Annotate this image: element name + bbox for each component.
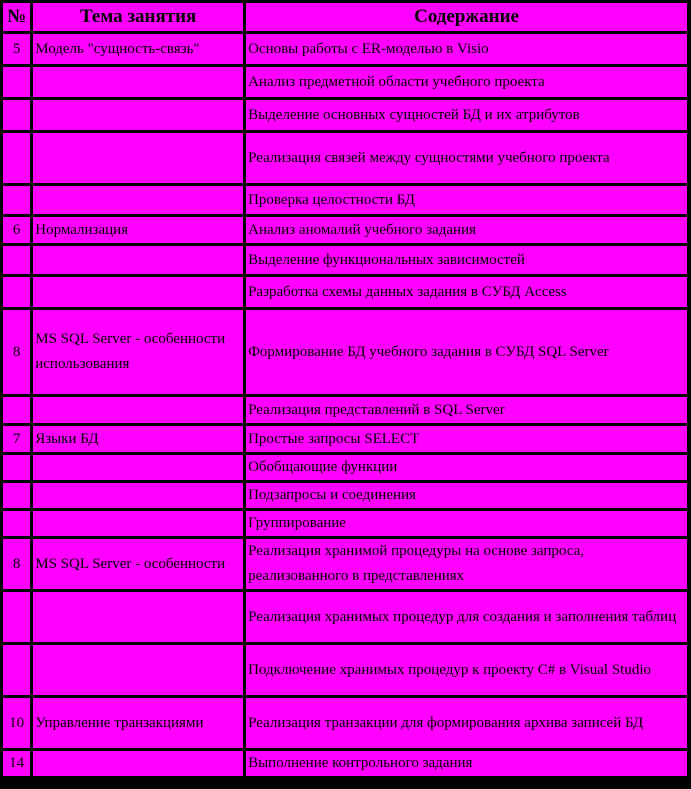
cell-num: 5	[3, 34, 30, 64]
cell-num	[3, 511, 30, 536]
table-row	[3, 310, 687, 394]
table-row	[3, 186, 687, 214]
table-header-row	[3, 3, 687, 31]
cell-topic: Нормализация	[33, 217, 243, 243]
cell-topic	[33, 483, 243, 508]
cell-num	[3, 133, 30, 183]
table-row	[3, 217, 687, 243]
cell-num: 10	[3, 698, 30, 748]
cell-topic	[33, 645, 243, 695]
table-row	[3, 397, 687, 423]
cell-content: Разработка схемы данных задания в СУБД Access	[246, 277, 687, 307]
table-row	[3, 133, 687, 183]
cell-num	[3, 455, 30, 480]
cell-topic: Управление транзакциями	[33, 698, 243, 748]
cell-content: Обобщающие функции	[246, 455, 687, 480]
cell-content: Простые запросы SELECT	[246, 426, 687, 452]
cell-num	[3, 100, 30, 130]
cell-num: 7	[3, 426, 30, 452]
cell-num	[3, 277, 30, 307]
cell-topic	[33, 67, 243, 97]
cell-content: Группирование	[246, 511, 687, 536]
table-row	[3, 539, 687, 589]
cell-num	[3, 186, 30, 214]
cell-content: Подключение хранимых процедур к проекту C# в Visual Studio	[246, 645, 687, 695]
cell-content: Подзапросы и соединения	[246, 483, 687, 508]
table-row	[3, 592, 687, 642]
cell-content: Реализация связей между сущностями учебного проекта	[246, 133, 687, 183]
header-content: Содержание	[246, 3, 687, 31]
cell-topic: Модель "сущность-связь"	[33, 34, 243, 64]
table-row	[3, 246, 687, 274]
cell-content: Реализация транзакции для формирования архива записей БД	[246, 698, 687, 748]
cell-num: 6	[3, 217, 30, 243]
table-row	[3, 426, 687, 452]
cell-content: Выделение функциональных зависимостей	[246, 246, 687, 274]
header-topic: Тема занятия	[33, 3, 243, 31]
cell-topic	[33, 592, 243, 642]
cell-content: Основы работы с ER-моделью в Visio	[246, 34, 687, 64]
cell-content: Реализация хранимых процедур для создания и заполнения таблиц	[246, 592, 687, 642]
cell-content: Выделение основных сущностей БД и их атрибутов	[246, 100, 687, 130]
table-row	[3, 455, 687, 480]
cell-topic	[33, 277, 243, 307]
table-row	[3, 698, 687, 748]
table-row	[3, 751, 687, 776]
cell-content: Анализ предметной области учебного проекта	[246, 67, 687, 97]
cell-topic	[33, 751, 243, 776]
cell-topic	[33, 397, 243, 423]
cell-content: Реализация представлений в SQL Server	[246, 397, 687, 423]
table-row	[3, 645, 687, 695]
cell-topic	[33, 100, 243, 130]
cell-content: Проверка целостности БД	[246, 186, 687, 214]
cell-topic: MS SQL Server - особенности использования	[33, 310, 243, 394]
cell-content: Формирование БД учебного задания в СУБД SQL Server	[246, 310, 687, 394]
cell-num	[3, 397, 30, 423]
cell-num	[3, 592, 30, 642]
table-row	[3, 277, 687, 307]
table-row	[3, 67, 687, 97]
cell-topic	[33, 511, 243, 536]
cell-topic	[33, 186, 243, 214]
cell-topic	[33, 246, 243, 274]
table-row	[3, 511, 687, 536]
cell-topic	[33, 455, 243, 480]
table-row	[3, 100, 687, 130]
table-row	[3, 34, 687, 64]
cell-num	[3, 645, 30, 695]
cell-num: 8	[3, 539, 30, 589]
cell-num: 14	[3, 751, 30, 776]
cell-content: Анализ аномалий учебного задания	[246, 217, 687, 243]
cell-num	[3, 246, 30, 274]
cell-content: Реализация хранимой процедуры на основе запроса, реализованного в представлениях	[246, 539, 687, 589]
cell-num	[3, 67, 30, 97]
header-num: №	[3, 3, 30, 31]
table-row	[3, 483, 687, 508]
cell-content: Выполнение контрольного задания	[246, 751, 687, 776]
cell-topic: MS SQL Server - особенности	[33, 539, 243, 589]
cell-num: 8	[3, 310, 30, 394]
cell-topic	[33, 133, 243, 183]
cell-num	[3, 483, 30, 508]
cell-topic: Языки БД	[33, 426, 243, 452]
